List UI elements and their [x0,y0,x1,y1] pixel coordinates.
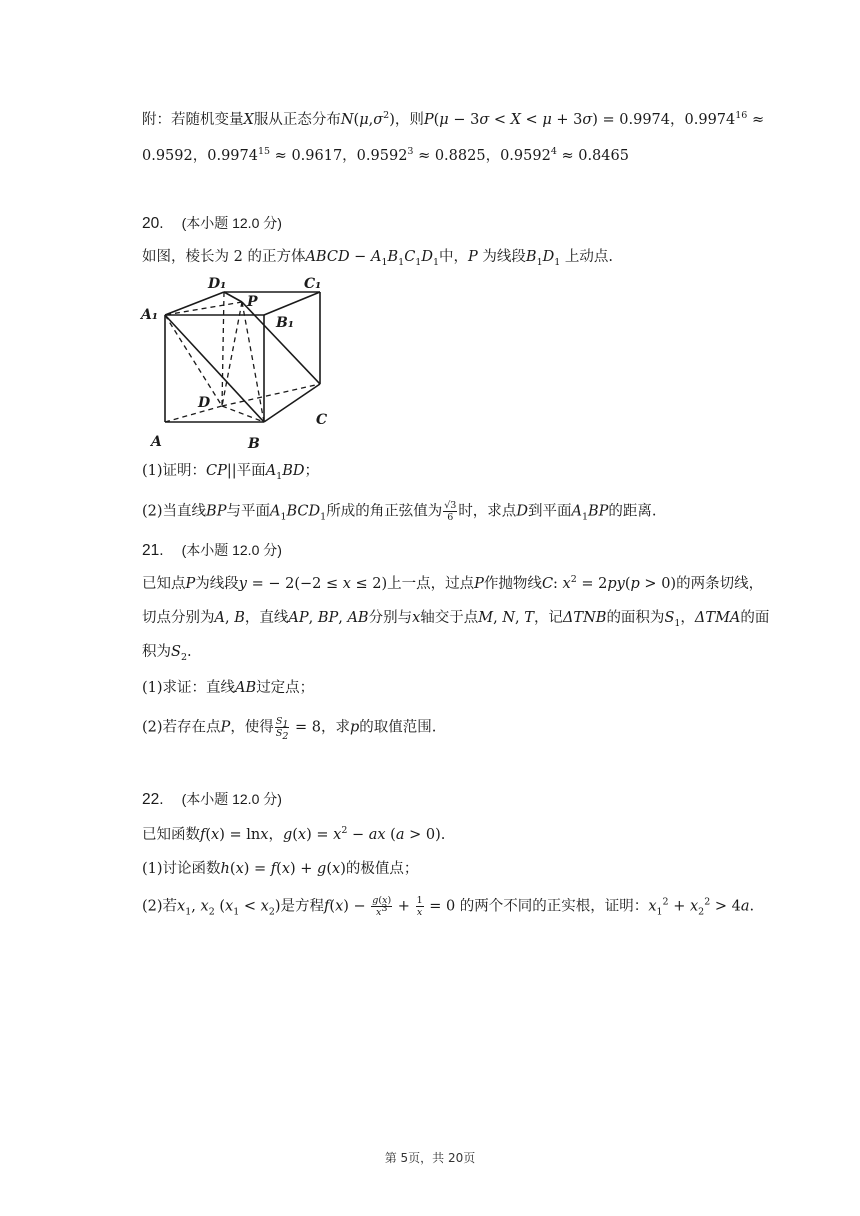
label-D: D [198,395,211,411]
q22-heading [142,789,282,810]
label-D1: D₁ [208,276,227,292]
label-B1: B₁ [276,315,294,331]
label-B: B [248,436,260,452]
label-C1: C₁ [304,276,322,292]
q22-number: 22. [142,791,164,808]
cube-figure [138,272,338,460]
label-C: C [316,412,328,428]
q21-number: 21. [142,542,164,559]
q20-part2: (2)当直线BP与平面$A_1BCD_1$所成的角正弦值为 $\frac{√3}{6}$ 时，求点D到平面$A_1BP$的距离. [142,500,657,523]
q21-part2: (2)若存在点P，使得 $\frac{S_1}{S_2}$ = 8，求p的取值范围. [142,716,437,742]
q21-stem-line-1: 已知点P为线段y = − 2(−2 ≤ x ≤ 2)上一点，过点P作抛物线C: $x^2 = 2py(p > 0)$的两条切线， [142,574,764,592]
label-A1: A₁ [141,307,158,323]
label-P: P [247,294,258,310]
q20-number: 20. [142,215,164,232]
q22-part2: (2)若$x_1$, $x_2$ $(x_1 < x_2)$是方程f(x) − $\frac{g(x)}{x^3}$ + $\frac{1}{x}$ = 0 的两个不同的正实根，证明：$x_1^2 + x_2^2 > 4a$. [142,895,755,918]
q20-points: (本小题 12.0 分) [181,215,282,231]
q21-stem-line-2: 切点分别为A, B，直线AP, BP, AB分别与x轴交于点M, N, T，记ΔTNB的面积为$S_1$，ΔTMA的面 [142,610,770,629]
q21-heading [142,540,282,561]
q22-part1: (1)讨论函数h(x) = f(x) + g(x)的极值点； [142,861,419,877]
label-A: A [151,434,162,450]
appendix-line-2: 0.9592，$0.9974^{15} \approx 0.9617$，$0.9592^3 \approx 0.8825$，$0.9592^4 \approx 0.8465$ [142,146,629,164]
q20-part1: (1)证明：CP||平面$A_1BD$； [142,463,319,482]
q21-points: (本小题 12.0 分) [181,542,282,558]
q22-stem: 已知函数f(x) = lnx，$g(x) = x^2$ − ax (a > 0). [142,825,446,843]
q21-stem-line-3: 积为$S_2$. [142,644,192,663]
page-footer: 第 5页，共 20页 [384,1151,476,1165]
appendix-line-1: 附：若随机变量X服从正态分布$N(\mu,\sigma^2)$，则P(μ − 3σ < X < μ + 3σ) = 0.9974，$0.9974^{16}$ ≈ [142,110,765,128]
q21-part1: (1)求证：直线AB过定点； [142,680,315,696]
q20-stem: 如图，棱长为 2 的正方体ABCD − $A_1B_1C_1D_1$中，P 为线段$B_1D_1$ 上动点. [142,249,614,268]
q20-heading [142,213,282,234]
q22-points: (本小题 12.0 分) [181,791,282,807]
